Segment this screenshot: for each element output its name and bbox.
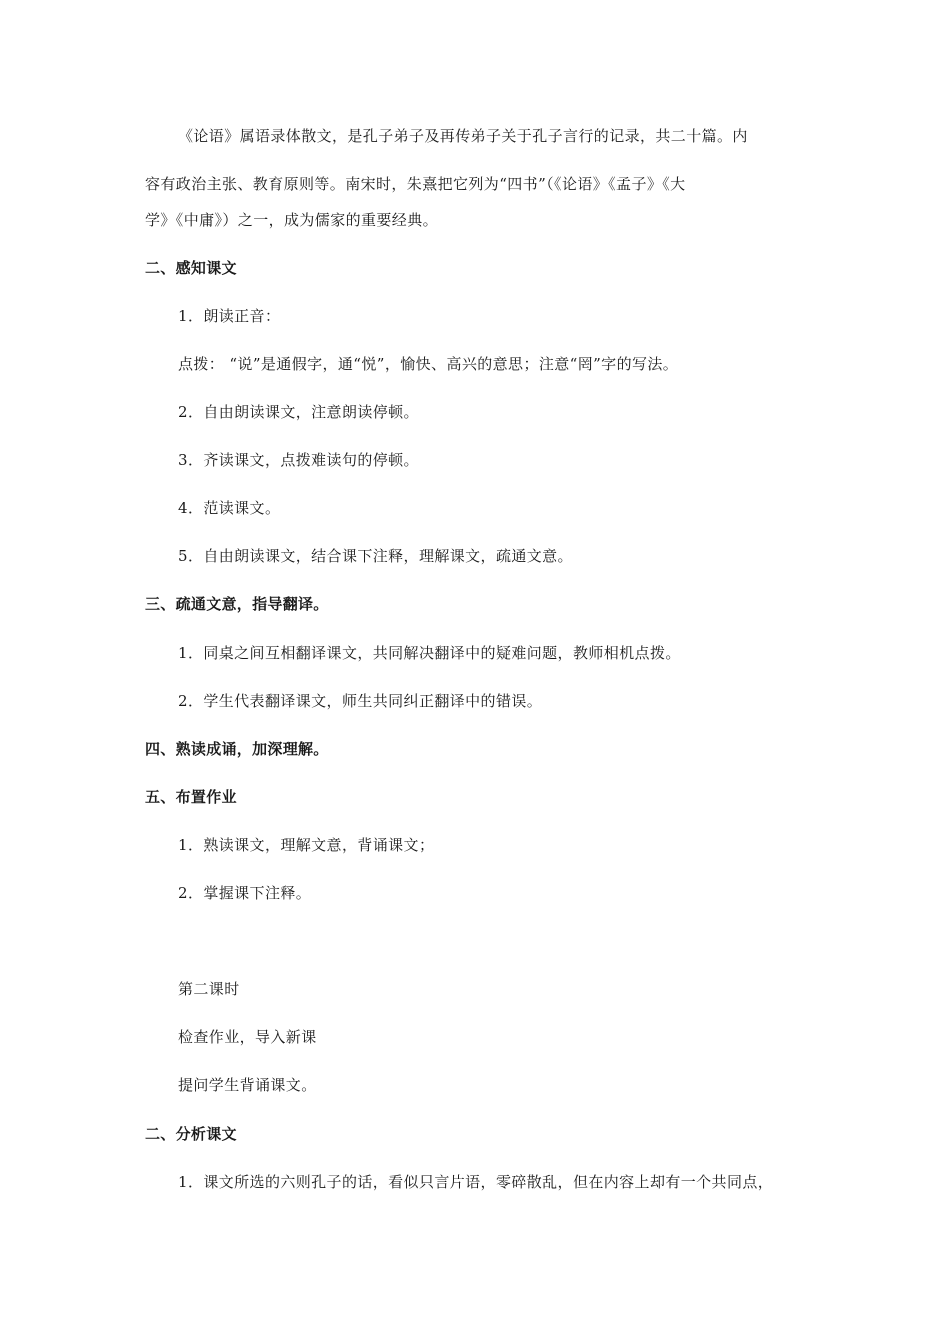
- section-heading-translate: 三、疏通文意，指导翻译。: [145, 595, 329, 613]
- lesson-subtitle: 检查作业，导入新课: [178, 1028, 317, 1046]
- section-heading-recite: 四、熟读成诵，加深理解。: [145, 740, 329, 758]
- list-item: 4．范读课文。: [178, 499, 281, 517]
- list-item: 2．掌握课下注释。: [178, 884, 312, 902]
- intro-paragraph-line-3: 学》《中庸》）之一，成为儒家的重要经典。: [145, 211, 439, 229]
- list-item: 2．自由朗读课文，注意朗读停顿。: [178, 403, 419, 421]
- list-item: 1．同桌之间互相翻译课文，共同解决翻译中的疑难问题，教师相机点拨。: [178, 644, 681, 662]
- intro-paragraph-line-1: 《论语》属语录体散文，是孔子弟子及再传弟子关于孔子言行的记录，共二十篇。内: [178, 127, 748, 145]
- list-item: 2．学生代表翻译课文，师生共同纠正翻译中的错误。: [178, 692, 543, 710]
- lesson-title: 第二课时: [178, 980, 240, 998]
- list-item: 3．齐读课文，点拨难读句的停顿。: [178, 451, 419, 469]
- section-heading-perceive: 二、感知课文: [145, 259, 237, 277]
- list-item: 5．自由朗读课文，结合课下注释，理解课文，疏通文意。: [178, 547, 573, 565]
- list-item: 1．课文所选的六则孔子的话，看似只言片语，零碎散乱，但在内容上却有一个共同点，: [178, 1173, 774, 1191]
- list-item: 1．熟读课文，理解文意，背诵课文；: [178, 836, 435, 854]
- lesson-note: 提问学生背诵课文。: [178, 1076, 317, 1094]
- list-item: 点拨： “说”是通假字，通“悦”，愉快、高兴的意思；注意“罔”字的写法。: [178, 355, 679, 373]
- section-heading-analysis: 二、分析课文: [145, 1125, 237, 1143]
- list-item: 1．朗读正音：: [178, 307, 281, 325]
- intro-paragraph-line-2: 容有政治主张、教育原则等。南宋时，朱熹把它列为“四书”（《论语》《孟子》《大: [145, 175, 686, 193]
- section-heading-homework: 五、布置作业: [145, 788, 237, 806]
